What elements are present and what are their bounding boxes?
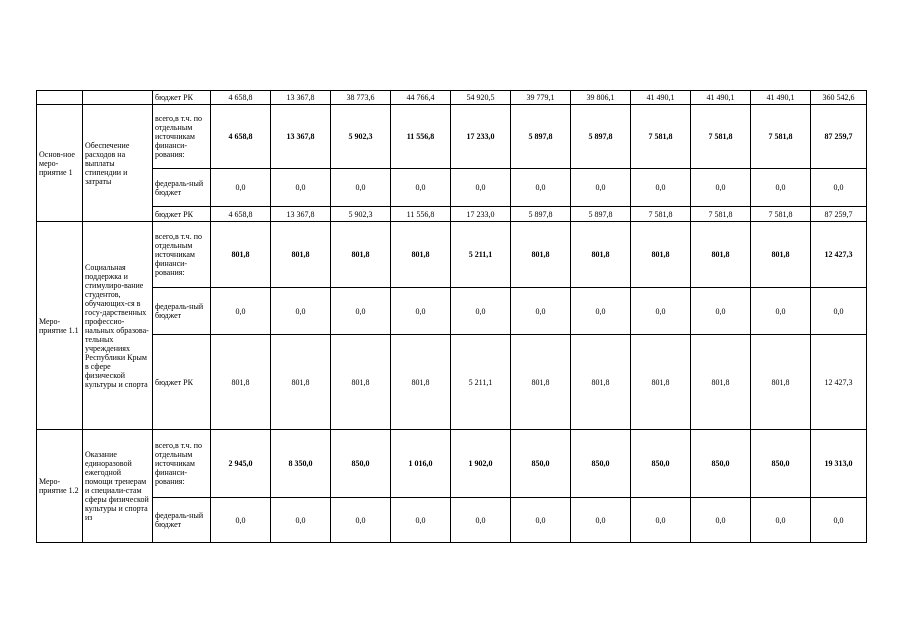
value-cell: 0,0 (391, 169, 451, 207)
value-cell: 5 897,8 (571, 207, 631, 222)
value-cell: 0,0 (631, 288, 691, 335)
value-cell: 801,8 (511, 222, 571, 288)
value-cell: 801,8 (631, 335, 691, 430)
value-cell: 0,0 (571, 169, 631, 207)
table-row (37, 498, 867, 543)
value-cell: 7 581,8 (691, 207, 751, 222)
table-row (37, 169, 867, 207)
measure-description: Обеспечение расходов на выплаты стипендии и затраты (83, 105, 153, 222)
value-cell: 0,0 (391, 498, 451, 543)
row-label: федераль-ный бюджет (153, 169, 211, 207)
value-cell: 850,0 (631, 430, 691, 498)
value-cell: 0,0 (811, 288, 867, 335)
value-cell: 2 945,0 (211, 430, 271, 498)
value-cell: 360 542,6 (811, 91, 867, 105)
value-cell: 801,8 (271, 222, 331, 288)
value-cell: 12 427,3 (811, 222, 867, 288)
value-cell: 850,0 (751, 430, 811, 498)
value-cell: 13 367,8 (271, 91, 331, 105)
row-label: всего,в т.ч. по отдельным источникам финанси-рования: (153, 105, 211, 169)
value-cell: 0,0 (451, 169, 511, 207)
value-cell: 5 902,3 (331, 105, 391, 169)
row-label: всего,в т.ч. по отдельным источникам финанси-рования: (153, 222, 211, 288)
value-cell: 0,0 (451, 498, 511, 543)
value-cell: 38 773,6 (331, 91, 391, 105)
value-cell: 801,8 (751, 222, 811, 288)
value-cell: 7 581,8 (751, 105, 811, 169)
measure-description: Социальная поддержка и стимулиро-вание студентов, обучающих-ся в госу-дарственных профессио-нальных образова-тельных учреждениях Республики Крым в сфере физической культуры и спорта (83, 222, 153, 430)
value-cell: 0,0 (631, 498, 691, 543)
table-row (37, 430, 867, 498)
value-cell: 0,0 (211, 169, 271, 207)
table-row (37, 335, 867, 430)
row-label: бюджет РК (153, 335, 211, 430)
value-cell: 0,0 (211, 288, 271, 335)
row-label: федераль-ный бюджет (153, 288, 211, 335)
value-cell: 0,0 (631, 169, 691, 207)
value-cell: 39 779,1 (511, 91, 571, 105)
value-cell: 13 367,8 (271, 207, 331, 222)
table-row (37, 222, 867, 288)
value-cell: 801,8 (211, 335, 271, 430)
value-cell: 19 313,0 (811, 430, 867, 498)
measure-type: Меро-приятие 1.2 (37, 430, 83, 543)
row-label: бюджет РК (153, 91, 211, 105)
value-cell: 17 233,0 (451, 207, 511, 222)
value-cell: 0,0 (691, 288, 751, 335)
value-cell: 801,8 (571, 335, 631, 430)
value-cell: 13 367,8 (271, 105, 331, 169)
value-cell: 801,8 (511, 335, 571, 430)
value-cell: 1 016,0 (391, 430, 451, 498)
value-cell: 17 233,0 (451, 105, 511, 169)
value-cell: 0,0 (751, 498, 811, 543)
value-cell: 801,8 (691, 335, 751, 430)
value-cell: 850,0 (571, 430, 631, 498)
table-row (37, 105, 867, 169)
value-cell: 801,8 (631, 222, 691, 288)
measure-type: Меро-приятие 1.1 (37, 222, 83, 430)
value-cell: 87 259,7 (811, 105, 867, 169)
value-cell: 4 658,8 (211, 91, 271, 105)
table-row (37, 91, 867, 105)
value-cell: 12 427,3 (811, 335, 867, 430)
value-cell: 1 902,0 (451, 430, 511, 498)
value-cell: 7 581,8 (631, 207, 691, 222)
value-cell: 0,0 (211, 498, 271, 543)
value-cell: 8 350,0 (271, 430, 331, 498)
value-cell: 4 658,8 (211, 207, 271, 222)
value-cell: 44 766,4 (391, 91, 451, 105)
measure-description: Оказание единоразовой ежегодной помощи тренерам и специали-стам сферы физической культуры и спорта из (83, 430, 153, 543)
value-cell: 11 556,8 (391, 207, 451, 222)
value-cell: 0,0 (271, 288, 331, 335)
budget-table (36, 90, 867, 543)
value-cell: 0,0 (571, 498, 631, 543)
value-cell: 39 806,1 (571, 91, 631, 105)
value-cell: 801,8 (331, 335, 391, 430)
row-label: бюджет РК (153, 207, 211, 222)
table-cell (83, 91, 153, 105)
value-cell: 801,8 (751, 335, 811, 430)
table-row (37, 207, 867, 222)
value-cell: 0,0 (511, 288, 571, 335)
value-cell: 54 920,5 (451, 91, 511, 105)
value-cell: 0,0 (331, 169, 391, 207)
value-cell: 5 211,1 (451, 335, 511, 430)
value-cell: 0,0 (391, 288, 451, 335)
value-cell: 801,8 (271, 335, 331, 430)
value-cell: 850,0 (691, 430, 751, 498)
value-cell: 0,0 (271, 169, 331, 207)
value-cell: 0,0 (331, 498, 391, 543)
value-cell: 4 658,8 (211, 105, 271, 169)
value-cell: 7 581,8 (691, 105, 751, 169)
value-cell: 0,0 (811, 169, 867, 207)
value-cell: 0,0 (451, 288, 511, 335)
value-cell: 0,0 (751, 169, 811, 207)
value-cell: 850,0 (331, 430, 391, 498)
value-cell: 41 490,1 (751, 91, 811, 105)
value-cell: 5 897,8 (571, 105, 631, 169)
value-cell: 0,0 (691, 169, 751, 207)
value-cell: 0,0 (571, 288, 631, 335)
table-cell (37, 91, 83, 105)
value-cell: 11 556,8 (391, 105, 451, 169)
measure-type: Основ-ное меро-приятие 1 (37, 105, 83, 222)
value-cell: 5 897,8 (511, 207, 571, 222)
value-cell: 0,0 (511, 498, 571, 543)
value-cell: 87 259,7 (811, 207, 867, 222)
value-cell: 0,0 (271, 498, 331, 543)
value-cell: 5 211,1 (451, 222, 511, 288)
value-cell: 801,8 (391, 222, 451, 288)
value-cell: 801,8 (691, 222, 751, 288)
value-cell: 7 581,8 (751, 207, 811, 222)
row-label: всего,в т.ч. по отдельным источникам финанси-рования: (153, 430, 211, 498)
value-cell: 0,0 (511, 169, 571, 207)
value-cell: 801,8 (211, 222, 271, 288)
table-row (37, 288, 867, 335)
value-cell: 0,0 (691, 498, 751, 543)
value-cell: 0,0 (331, 288, 391, 335)
value-cell: 0,0 (751, 288, 811, 335)
value-cell: 5 897,8 (511, 105, 571, 169)
value-cell: 41 490,1 (691, 91, 751, 105)
value-cell: 41 490,1 (631, 91, 691, 105)
value-cell: 5 902,3 (331, 207, 391, 222)
value-cell: 801,8 (571, 222, 631, 288)
value-cell: 801,8 (391, 335, 451, 430)
value-cell: 801,8 (331, 222, 391, 288)
row-label: федераль-ный бюджет (153, 498, 211, 543)
value-cell: 850,0 (511, 430, 571, 498)
value-cell: 7 581,8 (631, 105, 691, 169)
value-cell: 0,0 (811, 498, 867, 543)
